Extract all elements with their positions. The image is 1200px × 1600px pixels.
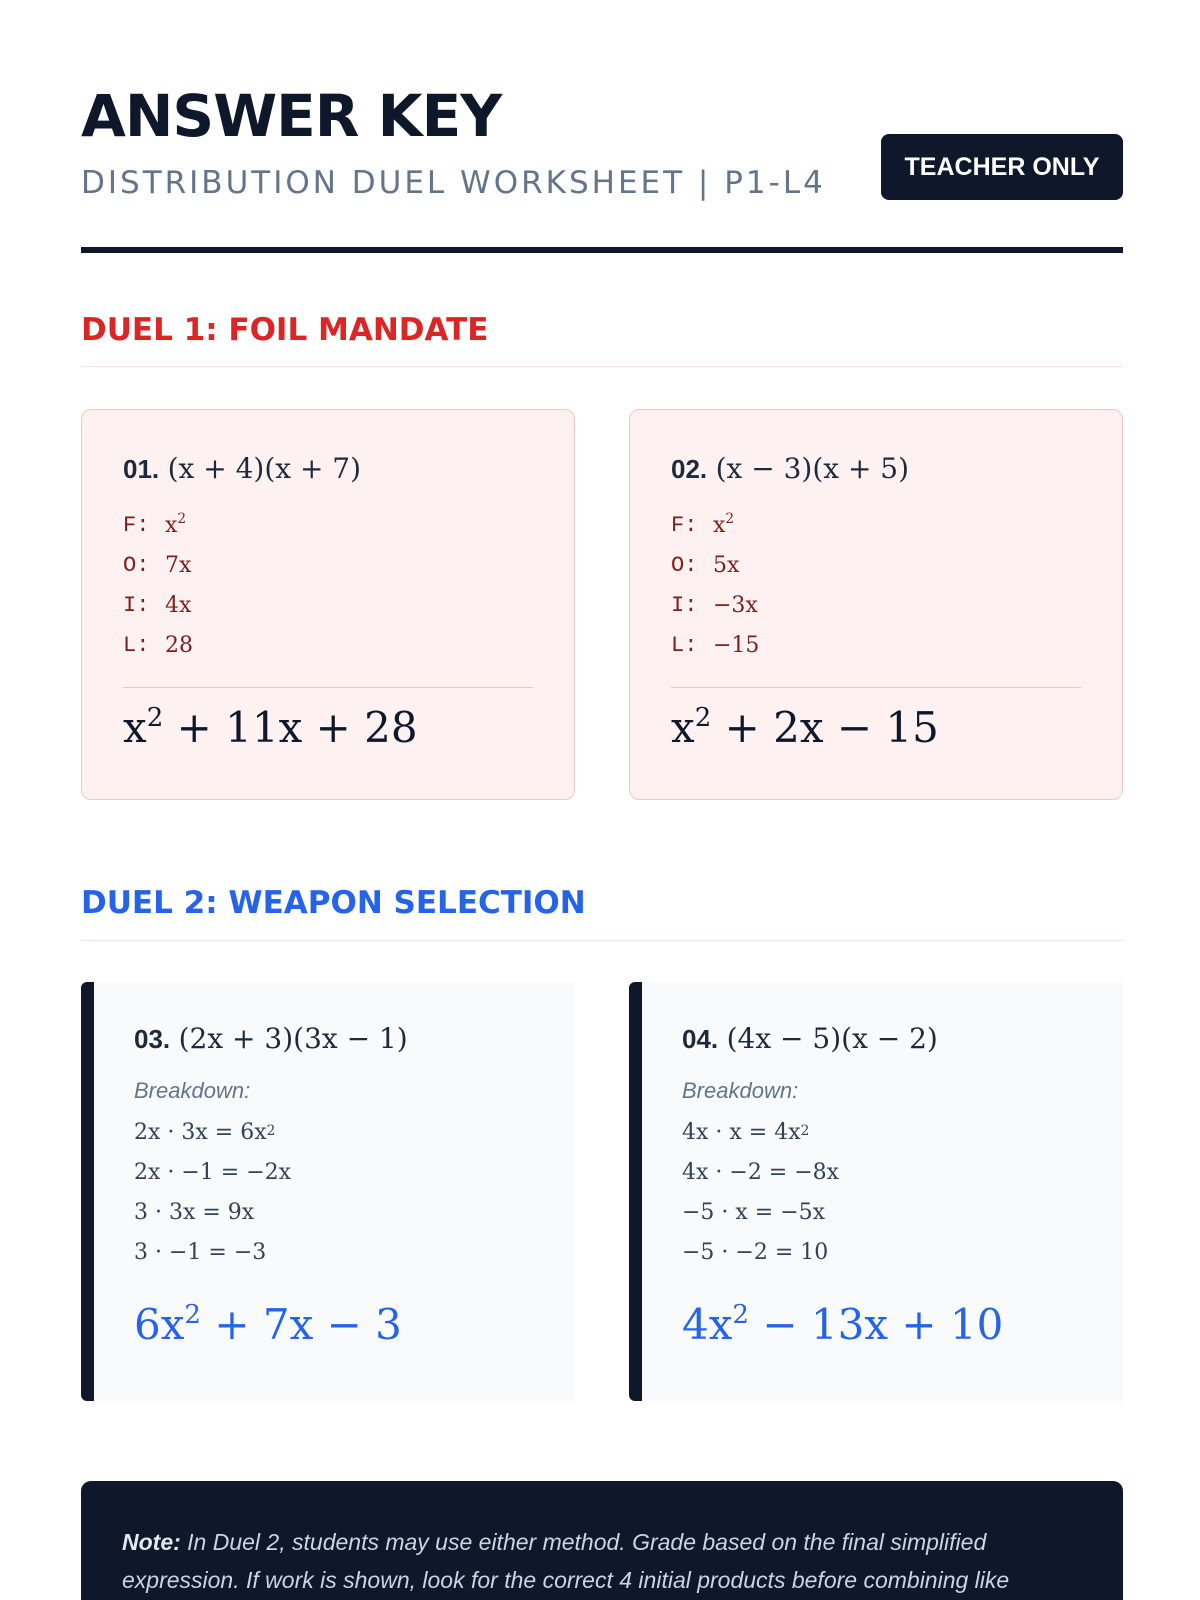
header-divider bbox=[81, 247, 1123, 253]
foil-step-label: L: bbox=[671, 632, 698, 658]
duel1-section-title: DUEL 1: FOIL MANDATE bbox=[81, 312, 489, 348]
grading-note bbox=[81, 1481, 1123, 1600]
duel2-divider bbox=[81, 940, 1123, 941]
problem-card-01 bbox=[81, 409, 575, 800]
foil-step bbox=[123, 545, 193, 585]
problem-answer: $6x^2 + 7x - 3$ bbox=[134, 1299, 402, 1349]
foil-steps bbox=[123, 505, 193, 665]
breakdown-label: Breakdown: bbox=[682, 1078, 799, 1103]
duel1-divider bbox=[81, 366, 1123, 367]
foil-step-label: F: bbox=[123, 512, 150, 538]
result-divider bbox=[671, 687, 1081, 688]
foil-step bbox=[671, 505, 759, 545]
problem-answer: $4x^2 - 13x + 10$ bbox=[682, 1299, 1004, 1349]
page-title: ANSWER KEY bbox=[81, 82, 502, 150]
foil-step-label: I: bbox=[123, 592, 150, 618]
problem-expression: (x + 4)(x + 7) bbox=[167, 452, 362, 485]
problem-expression: (2x + 3)(3x − 1) bbox=[178, 1022, 408, 1055]
foil-step-value: $x^2$ bbox=[713, 510, 735, 538]
breakdown-steps bbox=[134, 1112, 291, 1272]
problem-number: 02. bbox=[671, 454, 708, 484]
breakdown-step: −5 · −2 = 10 bbox=[682, 1239, 829, 1265]
foil-step-label: F: bbox=[671, 512, 698, 538]
problem-number: 03. bbox=[134, 1024, 171, 1054]
foil-step-value: −15 bbox=[713, 632, 760, 658]
foil-step-label: O: bbox=[123, 552, 150, 578]
foil-steps bbox=[671, 505, 759, 665]
breakdown-label: Breakdown: bbox=[134, 1078, 251, 1103]
foil-step-label: O: bbox=[671, 552, 698, 578]
foil-step-value: −3x bbox=[713, 592, 758, 618]
breakdown-step: 3 · −1 = −3 bbox=[134, 1239, 267, 1265]
breakdown-step: 4x · x = 4x $^2$ bbox=[682, 1119, 810, 1145]
teacher-only-badge: TEACHER ONLY bbox=[881, 134, 1123, 200]
foil-step-value: 5x bbox=[713, 552, 740, 578]
note-text bbox=[122, 1523, 1083, 1599]
result-divider bbox=[123, 687, 533, 688]
breakdown-step: 2x · 3x = 6x $^2$ bbox=[134, 1119, 276, 1145]
note-label: Note: bbox=[122, 1529, 181, 1555]
problem-expression: (4x − 5)(x − 2) bbox=[726, 1022, 938, 1055]
problem-number: 04. bbox=[682, 1024, 719, 1054]
foil-step-value: 7x bbox=[165, 552, 192, 578]
problem-heading bbox=[682, 1022, 938, 1055]
foil-step bbox=[671, 625, 759, 665]
foil-step bbox=[123, 505, 193, 545]
problem-heading bbox=[123, 452, 361, 485]
foil-step-label: L: bbox=[123, 632, 150, 658]
breakdown-step: 2x · −1 = −2x bbox=[134, 1159, 292, 1185]
problem-answer: $x^2 + 11x + 28$ bbox=[123, 702, 418, 752]
problem-card-02 bbox=[629, 409, 1123, 800]
problem-answer: $x^2 + 2x - 15$ bbox=[671, 702, 939, 752]
problem-heading bbox=[671, 452, 909, 485]
duel2-section-title: DUEL 2: WEAPON SELECTION bbox=[81, 885, 586, 921]
breakdown-step: 3 · 3x = 9x bbox=[134, 1199, 255, 1225]
foil-step bbox=[671, 545, 759, 585]
foil-step-value: $x^2$ bbox=[165, 510, 187, 538]
note-body: In Duel 2, students may use either method. Grade based on the final simplified expression. If work is shown, look for the correct 4 initial products before combining like bbox=[122, 1529, 1010, 1593]
breakdown-steps bbox=[682, 1112, 839, 1272]
problem-card-04 bbox=[629, 982, 1123, 1401]
foil-step-label: I: bbox=[671, 592, 698, 618]
foil-step bbox=[123, 625, 193, 665]
foil-step-value: 4x bbox=[165, 592, 192, 618]
foil-step-value: 28 bbox=[165, 632, 193, 658]
foil-step bbox=[671, 585, 759, 625]
problem-expression: (x − 3)(x + 5) bbox=[715, 452, 910, 485]
foil-step bbox=[123, 585, 193, 625]
page-subtitle: DISTRIBUTION DUEL WORKSHEET | P1-L4 bbox=[81, 165, 826, 201]
answer-key-page bbox=[81, 0, 1123, 1600]
problem-card-03 bbox=[81, 982, 575, 1401]
breakdown-step: −5 · x = −5x bbox=[682, 1199, 826, 1225]
problem-number: 01. bbox=[123, 454, 160, 484]
breakdown-step: 4x · −2 = −8x bbox=[682, 1159, 840, 1185]
problem-heading bbox=[134, 1022, 408, 1055]
